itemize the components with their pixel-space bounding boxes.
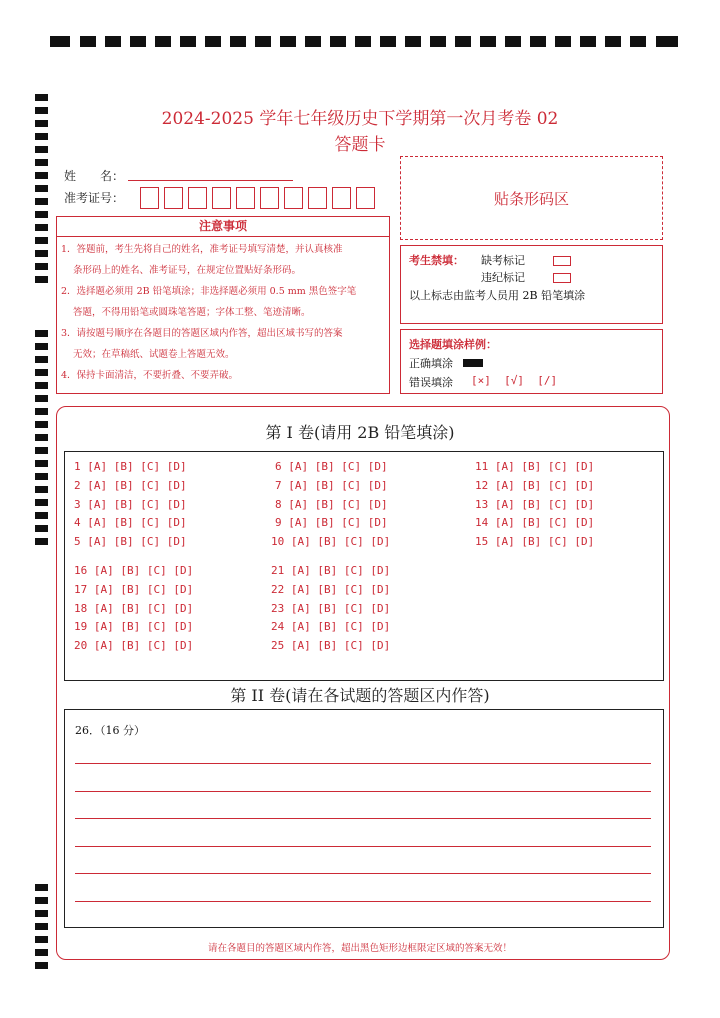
choice-row[interactable]: 12 [A] [B] [C] [D]	[475, 479, 595, 492]
timing-mark	[255, 36, 271, 47]
timing-mark	[330, 36, 346, 47]
choice-row[interactable]: 22 [A] [B] [C] [D]	[271, 583, 391, 596]
section1-title: 第 I 卷(请用 2B 铅笔填涂)	[265, 423, 455, 442]
barcode-label: 贴条形码区	[493, 189, 569, 208]
choice-row[interactable]: 2 [A] [B] [C] [D]	[74, 479, 187, 492]
timing-mark	[305, 36, 321, 47]
choice-row[interactable]: 3 [A] [B] [C] [D]	[74, 498, 187, 511]
correct-fill-label: 正确填涂	[409, 357, 453, 370]
timing-mark	[530, 36, 546, 47]
choice-row[interactable]: 23 [A] [B] [C] [D]	[271, 602, 391, 615]
timing-mark	[130, 36, 146, 47]
choice-row[interactable]: 16 [A] [B] [C] [D]	[74, 564, 194, 577]
choice-row[interactable]: 14 [A] [B] [C] [D]	[475, 516, 595, 529]
timing-mark	[605, 36, 621, 47]
notice-item: 2．选择题必须用 2B 铅笔填涂；非选择题必须用 0.5 mm 黑色签字笔	[61, 286, 357, 297]
forbid-note: 以上标志由监考人员用 2B 铅笔填涂	[409, 289, 586, 302]
choice-row[interactable]: 10 [A] [B] [C] [D]	[271, 535, 391, 548]
correct-fill-mark	[463, 359, 483, 367]
choice-row[interactable]: 4 [A] [B] [C] [D]	[74, 516, 187, 529]
notice-title: 注意事项	[57, 217, 389, 237]
notice-item: 无效；在草稿纸、试题卷上答题无效。	[73, 349, 235, 360]
choice-row[interactable]: 5 [A] [B] [C] [D]	[74, 535, 187, 548]
sample-title: 选择题填涂样例：	[409, 338, 497, 351]
timing-mark	[555, 36, 571, 47]
timing-mark	[580, 36, 596, 47]
timing-mark	[455, 36, 471, 47]
page-title: 2024-2025 学年七年级历史下学期第一次月考卷 02	[161, 109, 559, 129]
timing-mark	[155, 36, 171, 47]
timing-mark	[80, 36, 96, 47]
barcode-area	[400, 156, 663, 240]
timing-mark	[230, 36, 246, 47]
timing-mark	[430, 36, 446, 47]
answer-line	[75, 873, 651, 874]
choice-row[interactable]: 25 [A] [B] [C] [D]	[271, 639, 391, 652]
violation-mark-label: 违纪标记	[481, 271, 525, 284]
missing-mark-box	[553, 256, 571, 266]
choice-panel	[64, 451, 664, 681]
name-label: 姓 名：	[64, 169, 125, 183]
timing-mark	[205, 36, 221, 47]
notice-item: 4．保持卡面清洁，不要折叠、不要弄破。	[61, 370, 239, 381]
choice-row[interactable]: 15 [A] [B] [C] [D]	[475, 535, 595, 548]
wrong-fill-label: 错误填涂	[409, 376, 453, 389]
notice-item: 条形码上的姓名、准考证号，在规定位置贴好条形码。	[73, 265, 302, 276]
choice-row[interactable]: 13 [A] [B] [C] [D]	[475, 498, 595, 511]
section2-title: 第 II 卷(请在各试题的答题区内作答)	[230, 686, 490, 705]
timing-mark	[505, 36, 521, 47]
choice-row[interactable]: 9 [A] [B] [C] [D]	[275, 516, 388, 529]
notice-item: 3．请按题号顺序在各题目的答题区域内作答，超出区域书写的答案	[61, 328, 343, 339]
timing-mark	[50, 36, 70, 47]
choice-row[interactable]: 18 [A] [B] [C] [D]	[74, 602, 194, 615]
wrong-fill-marks: [×] [√] [/]	[471, 374, 558, 387]
answer-line	[75, 846, 651, 847]
choice-row[interactable]: 11 [A] [B] [C] [D]	[475, 460, 595, 473]
timing-mark	[180, 36, 196, 47]
choice-row[interactable]: 6 [A] [B] [C] [D]	[275, 460, 388, 473]
notice-item: 答题，不得用铅笔或圆珠笔答题；字体工整、笔迹清晰。	[73, 307, 311, 318]
choice-row[interactable]: 20 [A] [B] [C] [D]	[74, 639, 194, 652]
footer-warning: 请在各题目的答题区域内作答，超出黑色矩形边框限定区域的答案无效！	[207, 943, 512, 954]
choice-row[interactable]: 24 [A] [B] [C] [D]	[271, 620, 391, 633]
fill-sample-box	[400, 329, 663, 394]
notice-item: 1．答题前，考生先将自己的姓名，准考证号填写清楚，并认真核准	[61, 244, 343, 255]
choice-row[interactable]: 8 [A] [B] [C] [D]	[275, 498, 388, 511]
answer-line	[75, 763, 651, 764]
timing-mark	[656, 36, 678, 47]
id-label: 准考证号：	[64, 191, 125, 205]
timing-mark	[380, 36, 396, 47]
choice-row[interactable]: 19 [A] [B] [C] [D]	[74, 620, 194, 633]
choice-row[interactable]: 17 [A] [B] [C] [D]	[74, 583, 194, 596]
timing-mark	[105, 36, 121, 47]
choice-row[interactable]: 21 [A] [B] [C] [D]	[271, 564, 391, 577]
timing-mark	[480, 36, 496, 47]
choice-row[interactable]: 7 [A] [B] [C] [D]	[275, 479, 388, 492]
violation-mark-box	[553, 273, 571, 283]
answer-line	[75, 901, 651, 902]
timing-mark	[355, 36, 371, 47]
examiner-only-box	[400, 245, 663, 324]
choice-row[interactable]: 1 [A] [B] [C] [D]	[74, 460, 187, 473]
question-26-label: 26．（16 分）	[75, 724, 145, 737]
answer-line	[75, 791, 651, 792]
timing-mark	[405, 36, 421, 47]
page-subtitle: 答题卡	[334, 135, 386, 155]
forbid-title: 考生禁填：	[409, 254, 464, 267]
timing-mark	[630, 36, 646, 47]
answer-line	[75, 818, 651, 819]
essay-panel[interactable]	[64, 709, 664, 928]
name-field[interactable]	[128, 180, 293, 181]
notice-box	[56, 216, 390, 394]
timing-mark	[280, 36, 296, 47]
missing-mark-label: 缺考标记	[481, 254, 525, 267]
